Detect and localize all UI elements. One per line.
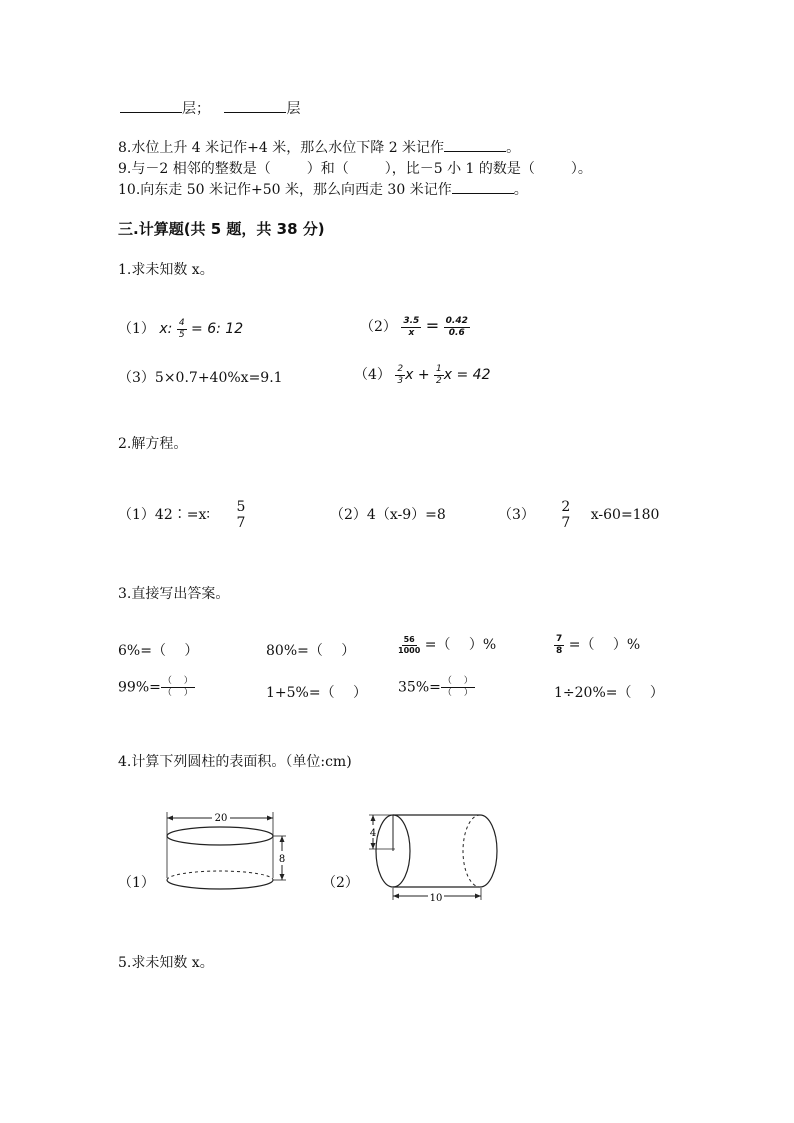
answer-blank [224, 98, 286, 113]
answer-3-3: $\frac{56}{1000}$ =（ ）% [398, 634, 497, 655]
cylinder-figure-2 [360, 808, 505, 908]
problem-3-title: 3.直接写出答案。 [118, 586, 230, 602]
answer-3-8: 1÷20%=（ ） [554, 685, 664, 701]
fraction: $\frac{7}{8}$ [556, 633, 563, 656]
answer-3-6: 1+5%=（ ） [266, 685, 368, 701]
question-8: 8.水位上升 4 米记作+4 米，那么水位下降 2 米记作 。 [118, 137, 520, 157]
top-line [120, 98, 300, 118]
equation-2-3: （3） 2 7 x-60=180 [498, 499, 660, 531]
diameter-label: 20 [214, 813, 228, 824]
fraction: $\frac{0.42}{0.6}$ [445, 315, 468, 338]
fraction: 2 7 [561, 499, 571, 531]
fraction: $\frac{2}{3}$ [397, 363, 404, 386]
question-9: 9.与－2 相邻的整数是（ ）和（ ），比－5 小 1 的数是（ ）。 [118, 161, 592, 177]
figure-2-label: （2） [322, 875, 359, 891]
equation-1-1: （1） x: $\frac{4}{5}$ = 6: 12 [118, 317, 244, 340]
equation-1-3: （3）5×0.7+40%x=9.1 [118, 370, 283, 386]
fraction: $\frac{3.5}{x}$ [403, 315, 420, 338]
fraction: $\frac{4}{5}$ [178, 317, 185, 340]
radius-label: 4 [369, 828, 377, 839]
figure-1-label: （1） [118, 875, 155, 891]
equation-2-2: （2）4（x-9）=8 [330, 507, 446, 523]
fraction: $\frac{( )}{( )}$ [162, 676, 193, 698]
length-label: 10 [429, 893, 443, 904]
section-title: 三.计算题(共 5 题，共 38 分) [118, 220, 325, 238]
answer-blank [452, 179, 514, 194]
fraction: $\frac{1}{2}$ [436, 363, 442, 386]
answer-3-5: 99%= $\frac{( )}{( )}$ [118, 676, 193, 698]
fraction: 5 7 [236, 499, 246, 531]
problem-2-title: 2.解方程。 [118, 436, 188, 452]
answer-blank [444, 137, 506, 152]
answer-blank [120, 98, 182, 113]
answer-3-4: $\frac{7}{8}$ =（ ）% [556, 633, 641, 656]
floor-label-1: 层； [182, 101, 210, 117]
answer-3-2: 80%=（ ） [266, 643, 356, 659]
problem-5-title: 5.求未知数 x。 [118, 955, 214, 971]
answer-3-1: 6%=（ ） [118, 643, 199, 659]
answer-3-7: 35%= $\frac{( )}{( )}$ [398, 676, 473, 698]
height-label: 8 [278, 854, 286, 865]
floor-label-2: 层 [286, 101, 301, 117]
problem-4-title: 4.计算下列圆柱的表面积。（单位:cm) [118, 754, 352, 770]
fraction: $\frac{56}{1000}$ [398, 634, 421, 655]
problem-1-title: 1.求未知数 x。 [118, 262, 214, 278]
cylinder-figure-1 [160, 808, 300, 900]
equation-2-1: （1）42∶=x∶ 5 7 [118, 499, 246, 531]
equation-1-4: （4） $\frac{2}{3}$ x + $\frac{1}{2}$ x = 42 [354, 363, 491, 386]
question-10: 10.向东走 50 米记作+50 米，那么向西走 30 米记作 。 [118, 179, 528, 199]
fraction: $\frac{( )}{( )}$ [442, 676, 473, 698]
equation-1-2: （2） $\frac{3.5}{x}$ = $\frac{0.42}{0.6}$ [360, 315, 468, 338]
